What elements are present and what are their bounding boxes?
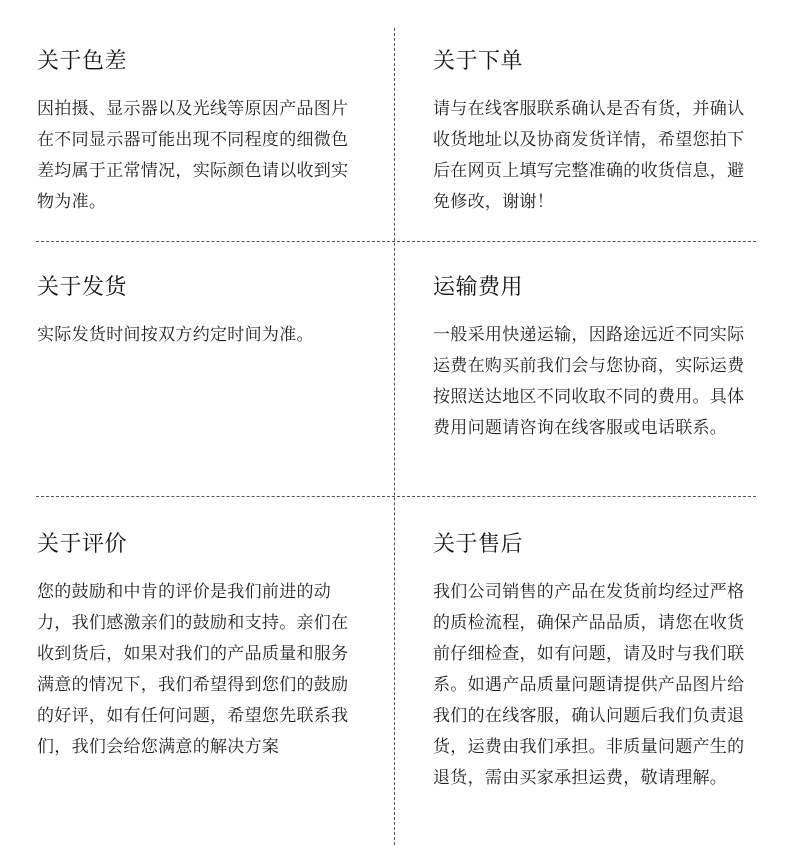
section-text: 您的鼓励和中肯的评价是我们前进的动力，我们感激亲们的鼓励和支持。亲们在收到货后，如果对我们的产品质量和服务满意的情况下，我们希望得到您们的鼓励的好评，如有任何问题，希望您先联系我们，我们会给您满意的解决方案 <box>37 582 349 757</box>
section-title: 关于色差 <box>37 49 128 74</box>
section-shipping-cost <box>433 272 758 444</box>
vertical-divider <box>394 28 395 845</box>
horizontal-divider-bottom <box>36 496 756 497</box>
section-title: 关于下单 <box>433 49 524 74</box>
section-text: 一般采用快递运输，因路途远近不同实际运费在购买前我们会与您协商，实际运费按照送达地区不同收取不同的费用。具体费用问题请咨询在线客服或电话联系。 <box>433 325 745 438</box>
section-text: 实际发货时间按双方约定时间为准。 <box>37 325 314 345</box>
section-title: 关于评价 <box>37 532 128 557</box>
section-title: 运输费用 <box>433 275 524 300</box>
section-shipping <box>37 272 362 351</box>
section-color-difference <box>37 46 362 218</box>
section-text: 因拍摄、显示器以及光线等原因产品图片在不同显示器可能出现不同程度的细微色差均属于正常情况，实际颜色请以收到实物为准。 <box>37 99 349 212</box>
section-after-sales <box>433 529 758 794</box>
horizontal-divider-top <box>36 241 756 242</box>
section-title: 关于发货 <box>37 275 128 300</box>
section-ordering <box>433 46 758 218</box>
section-text: 请与在线客服联系确认是否有货，并确认收货地址以及协商发货详情，希望您拍下后在网页上填写完整准确的收货信息，避免修改，谢谢！ <box>433 99 745 212</box>
section-title: 关于售后 <box>433 532 524 557</box>
section-text: 我们公司销售的产品在发货前均经过严格的质检流程，确保产品品质，请您在收货前仔细检查，如有问题，请及时与我们联系。如遇产品质量问题请提供产品图片给我们的在线客服，确认问题后我们负责退货，运费由我们承担。非质量问题产生的退货，需由买家承担运费，敬请理解。 <box>433 582 745 788</box>
section-reviews <box>37 529 362 763</box>
